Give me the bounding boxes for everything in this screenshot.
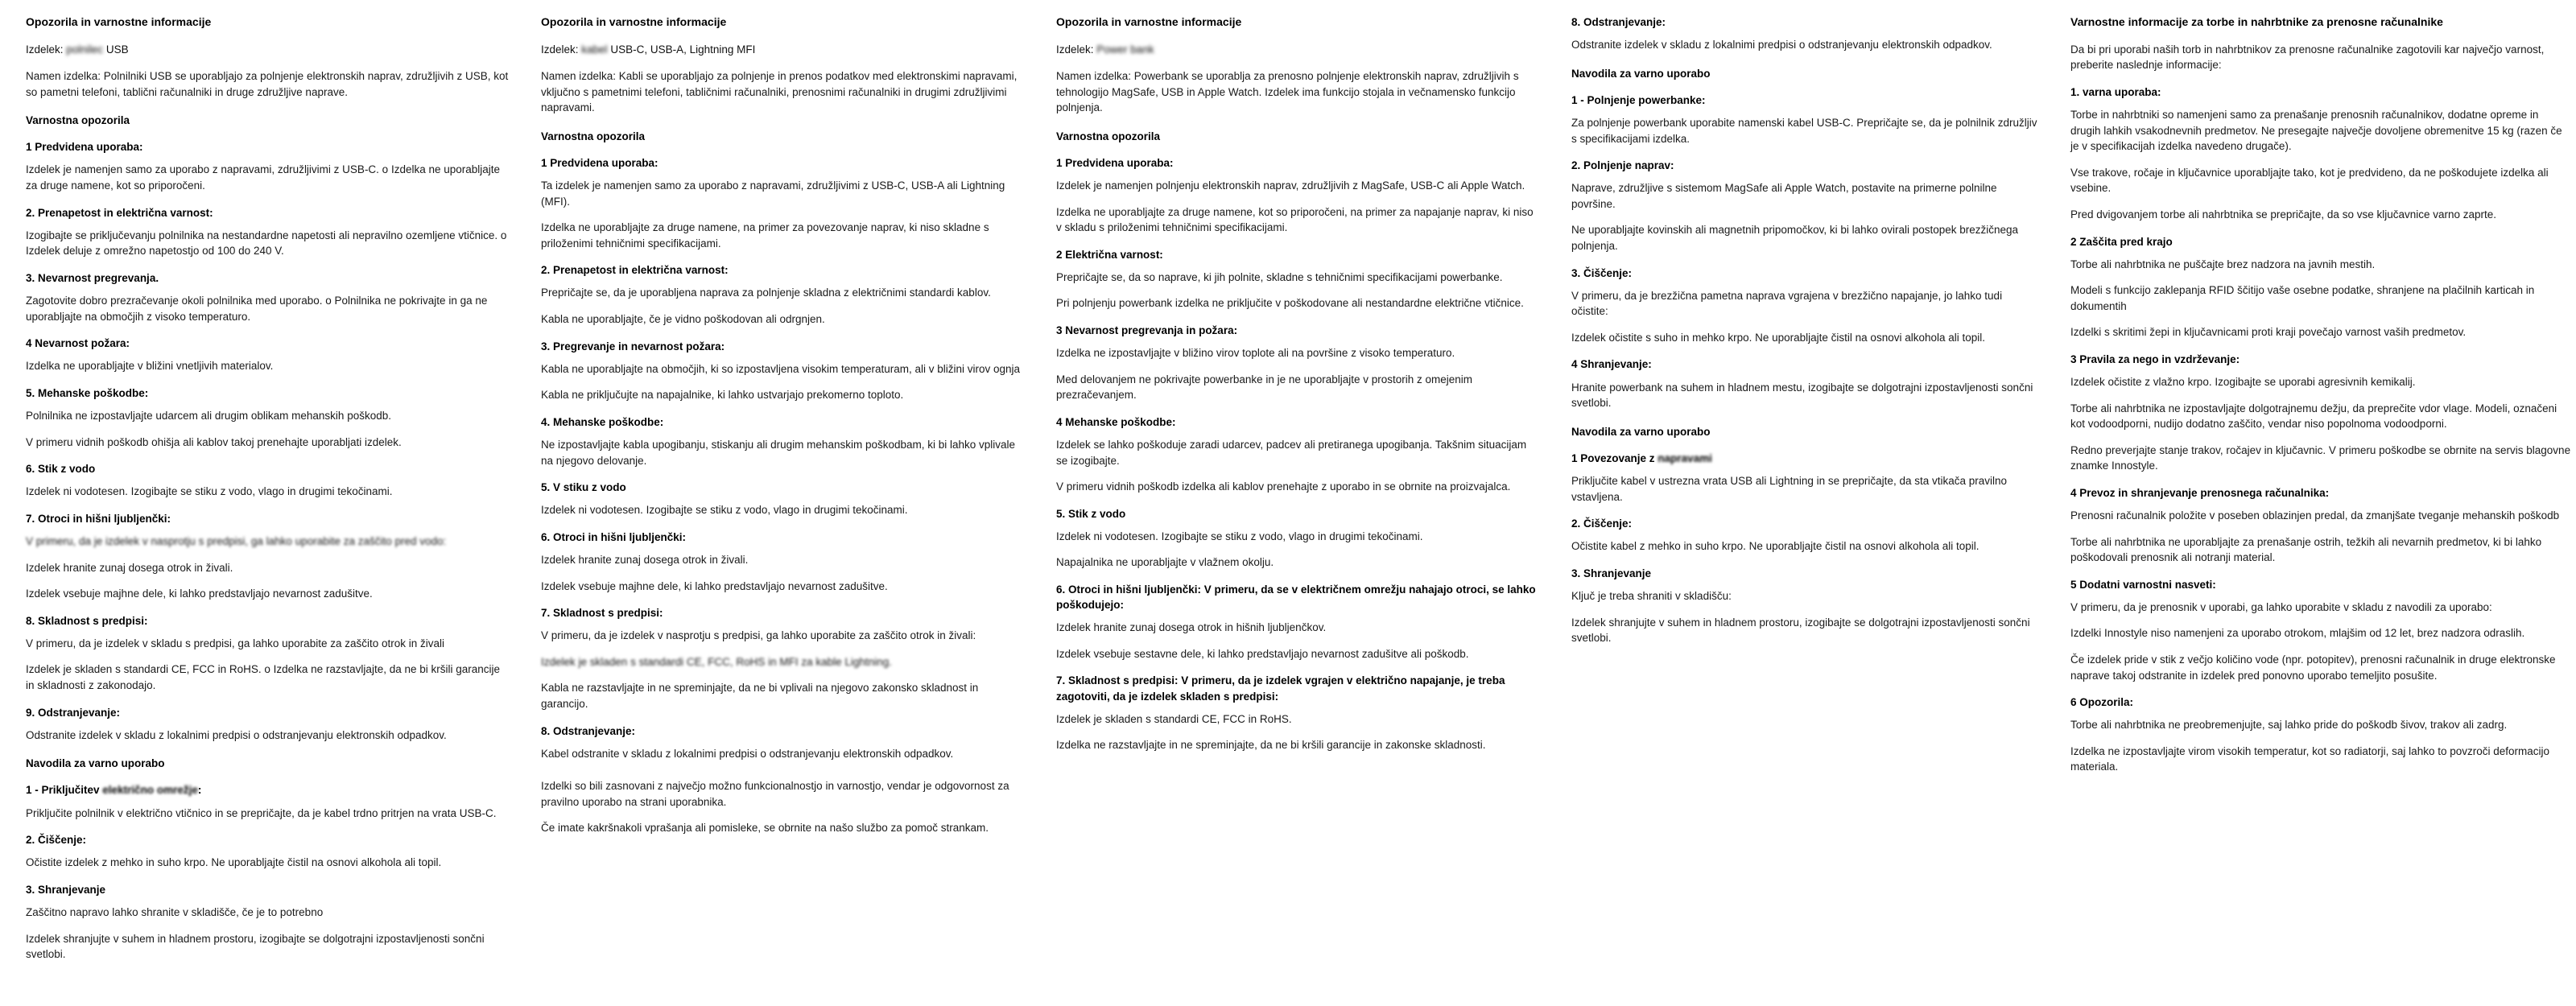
guide-heading: 1 - Polnjenje powerbanke: (1571, 93, 1706, 106)
guide-text: Zaščitno napravo lahko shranite v skladišče, če je to potrebno (26, 906, 324, 919)
item-label: Izdelek: Power bank (1056, 42, 1541, 57)
section-text: Prenosni računalnik položite v poseben oblazinjen predal, da zmanjšate tveganje mehanskih poškodb (2070, 509, 2560, 522)
footer-text: Izdelki so bili zasnovani z največjo možno funkcionalnostjo in varnostjo, vendar je odgovornost za pravilno uporabo na strani uporabnika. (541, 780, 1009, 808)
guide-heading: 2. Polnjenje naprav: (1571, 159, 1674, 172)
section-text: Pri polnjenju powerbank izdelka ne priključite v poškodovane ali nestandardne električne vtičnice. (1056, 297, 1524, 310)
intro-text: Da bi pri uporabi naših torb in nahrbtnikov za prenosne računalnike zagotovili kar največjo varnost, preberite naslednje informacije: (2070, 43, 2545, 72)
section-heading: 6. Otroci in hišni ljubljenčki: V primeru, da se v električnem omrežju nahajajo otroci, se lahko poškodujejo: (1056, 583, 1536, 612)
section-text: Redno preverjajte stanje trakov, ročajev in ključavnic. V primeru poškodbe se obrnite na servis blagovne znamke Innostyle. (2070, 443, 2571, 472)
section-heading: 9. Odstranjevanje: (26, 706, 121, 719)
intro-text: Namen izdelka: Polnilniki USB se uporabljajo za polnjenje elektronskih naprav, združljivih z USB, kot so pametni telefoni, tablični računalniki in druge združljive naprave. (26, 70, 509, 98)
section-heading: 8. Skladnost s predpisi: (26, 614, 148, 627)
section-heading: 3 Nevarnost pregrevanja in požara: (1056, 324, 1238, 336)
section-text: Izdelek hranite zunaj dosega otrok in živali. (541, 554, 749, 566)
section-heading: 3 Pravila za nego in vzdrževanje: (2070, 353, 2240, 365)
section-text: Napajalnika ne uporabljajte v vlažnem okolju. (1056, 556, 1274, 569)
section-text: Torbe in nahrbtniki so namenjeni samo za prenašanje prenosnih računalnikov, dodatne opreme in drugih lahkih vsakodnevnih predmetov. Ne presegajte največje dovoljene obremenitve 15 kg (razen če je v specifikacijah izdelka navedeno drugače). (2070, 109, 2562, 153)
section-text: Izdelek vsebuje majhne dele, ki lahko predstavljajo nevarnost zadušitve. (541, 579, 888, 592)
section-text: Prepričajte se, da so naprave, ki jih polnite, skladne s tehničnimi specifikacijami powerbanke. (1056, 270, 1503, 283)
guide-heading: 3. Čiščenje: (1571, 266, 1633, 279)
section-text: Vse trakove, ročaje in ključavnice uporabljajte tako, kot je predvideno, da ne poškodujete izdelka ali vsebine. (2070, 166, 2549, 195)
section-heading: 2 Električna varnost: (1056, 248, 1163, 261)
section-text: Torbe ali nahrbtnika ne uporabljajte za prenašanje ostrih, težkih ali nevarnih predmetov, ki bi lahko poškodovali prenosnik ali notranji material. (2070, 535, 2542, 564)
column-cable (528, 14, 1043, 1006)
redacted-text: električno omrežje (102, 784, 198, 797)
section-heading: 6. Otroci in hišni ljubljenčki: (541, 530, 687, 543)
item-label: Izdelek: kabel USB-C, USB-A, Lightning MFI (541, 42, 1026, 57)
warnings-heading: Varnostna opozorila (26, 114, 130, 127)
section-text: Prepričajte se, da je uporabljena naprava za polnjenje skladna z električnimi standardi kablov. (541, 287, 991, 299)
section-text: Izdelek se lahko poškoduje zaradi udarcev, padcev ali pretiranega upogibanja. Takšnim situacijam se izogibajte. (1056, 439, 1527, 467)
section-text: Izdelek je skladen s standardi CE, FCC in RoHS. o Izdelka ne razstavljajte, da ne bi kršili garancije in skladnosti z zakonodajo. (26, 663, 501, 691)
section-heading: 6. Stik z vodo (26, 463, 96, 476)
section-heading: 1 Predvidena uporaba: (26, 141, 143, 154)
section-text: V primeru vidnih poškodb ohišja ali kablov takoj prenehajte uporabljati izdelek. (26, 435, 402, 448)
usage-guide-heading: Navodila za varno uporabo (1571, 67, 1711, 80)
page-title: Opozorila in varnostne informacije (26, 15, 212, 28)
redacted-text: polnilec (66, 43, 104, 56)
section-text: Izdelek ni vodotesen. Izogibajte se stiku z vodo, vlago in drugimi tekočinami. (1056, 530, 1423, 542)
guide-heading: 3. Shranjevanje (1571, 567, 1652, 579)
section-text: Izdelek je namenjen polnjenju elektronskih naprav, združljivih z MagSafe, USB-C ali Apple Watch. (1056, 179, 1525, 192)
section-heading: 5. Mehanske poškodbe: (26, 386, 149, 399)
guide-text: Hranite powerbank na suhem in hladnem mestu, izogibajte se dolgotrajni izpostavljenosti sončni svetlobi. (1571, 381, 2033, 410)
section-heading: 1 Predvidena uporaba: (541, 156, 658, 169)
section-text: Izdelki s skritimi žepi in ključavnicami proti kraji povečajo varnost vaših predmetov. (2070, 326, 2467, 339)
item-label: Izdelek: polnilec USB (26, 42, 510, 57)
guide-text: V primeru, da je brezžična pametna naprava vgrajena v brezžično napajanje, jo lahko tudi očistite: (1571, 289, 2003, 318)
footer-text: Če imate kakršnakoli vprašanja ali pomisleke, se obrnite na našo službo za pomoč strankam. (541, 822, 989, 835)
section-heading: 7. Skladnost s predpisi: (541, 607, 663, 620)
section-heading: 2. Prenapetost in električna varnost: (541, 264, 729, 277)
section-text: Kabla ne razstavljajte in ne spreminjajte, da ne bi vplivali na njegovo zakonsko skladnost in garancijo. (541, 682, 979, 710)
redacted-text: Power bank (1096, 43, 1154, 56)
intro-text: Namen izdelka: Powerbank se uporablja za prenosno polnjenje elektronskih naprav, združljivih s tehnologijo MagSafe, USB in Apple Watch. Izdelek ima funkcijo stojala in večnamensko funkcijo polnjenja. (1056, 70, 1519, 114)
section-text: Izdelka ne izpostavljajte virom visokih temperatur, kot so radiatorji, saj lahko to povzroči deformacijo materiala. (2070, 744, 2550, 773)
section-text: Izdelka ne uporabljajte za druge namene, kot so priporočeni, na primer za napajanje naprav, ki niso v skladu s priloženimi tehničnimi specifikacijami. (1056, 205, 1534, 234)
section-text: Izdelek vsebuje sestavne dele, ki lahko predstavljajo nevarnost zadušitve ali poškodb. (1056, 647, 1469, 660)
section-text: Izdelek očistite z vlažno krpo. Izogibajte se uporabi agresivnih kemikalij. (2070, 376, 2416, 389)
guide-text: Naprave, združljive s sistemom MagSafe ali Apple Watch, postavite na primerne polnilne površine. (1571, 182, 1997, 210)
section-text: Kabla ne uporabljajte na območjih, ki so izpostavljena visokim temperaturam, ali v bližini virov ognja (541, 362, 1021, 375)
section-text: V primeru, da je izdelek v skladu s predpisi, ga lahko uporabite za zaščito otrok in živali (26, 637, 445, 649)
section-heading: 1 Predvidena uporaba: (1056, 156, 1174, 169)
section-text: V primeru, da je prenosnik v uporabi, ga lahko uporabite v skladu z navodili za uporabo: (2070, 600, 2492, 613)
guide-text: Priključite polnilnik v električno vtičnico in se prepričajte, da je kabel trdno pritrjen na vrata USB-C. (26, 806, 497, 819)
section-heading: 3. Nevarnost pregrevanja. (26, 271, 159, 284)
section-text: Kabel odstranite v skladu z lokalnimi predpisi o odstranjevanju elektronskih odpadkov. (541, 747, 954, 760)
guide-heading: 3. Shranjevanje (26, 883, 106, 896)
column-powerbank (1043, 14, 1558, 1006)
section-text: Odstranite izdelek v skladu z lokalnimi predpisi o odstranjevanju elektronskih odpadkov. (1571, 39, 1992, 52)
warnings-heading: Varnostna opozorila (1056, 130, 1161, 142)
guide-text: Priključite kabel v ustrezna vrata USB ali Lightning in se prepričajte, da sta vtikača pravilno vstavljena. (1571, 475, 2008, 503)
section-heading: 6 Opozorila: (2070, 696, 2134, 709)
section-text: Izogibajte se priključevanju polnilnika na nestandardne napetosti ali nepravilno ozemljene vtičnice. o Izdelek deluje z omrežno napetostjo od 100 do 240 V. (26, 229, 507, 258)
section-text: Ne izpostavljajte kabla upogibanju, stiskanju ali drugim mehanskim poškodbam, ki bi lahko vplivale na njegovo delovanje. (541, 439, 1016, 467)
section-heading: 4 Nevarnost požara: (26, 337, 130, 350)
column-charger (13, 14, 528, 1006)
section-text: Izdelka ne izpostavljajte v bližino virov toplote ali na površine z visoko temperaturo. (1056, 347, 1455, 360)
usage-guide-heading-2: Navodila za varno uporabo (1571, 425, 1711, 438)
section-text: Izdelek ni vodotesen. Izogibajte se stiku z vodo, vlago in drugimi tekočinami. (26, 485, 393, 498)
section-text: Izdelki Innostyle niso namenjeni za uporabo otrokom, mlajšim od 12 let, brez nadzora odraslih. (2070, 627, 2525, 640)
section-text: Izdelka ne razstavljajte in ne spreminjajte, da ne bi kršili garancije in zakonske skladnosti. (1056, 739, 1486, 752)
section-heading: 5. V stiku z vodo (541, 481, 626, 494)
section-text: Izdelek je skladen s standardi CE, FCC in RoHS. (1056, 712, 1292, 725)
section-text: Izdelek ni vodotesen. Izogibajte se stiku z vodo, vlago in drugimi tekočinami. (541, 504, 908, 517)
section-text: V primeru vidnih poškodb izdelka ali kablov prenehajte z uporabo in se obrnite na proizvajalca. (1056, 480, 1511, 493)
section-text: Izdelka ne uporabljajte za druge namene, na primer za povezovanje naprav, ki niso skladne s priloženimi tehničnimi specifikacijami. (541, 221, 989, 249)
guide-text: Očistite kabel z mehko in suho krpo. Ne uporabljajte čistil na osnovi alkohola ali topil. (1571, 540, 1979, 553)
section-text: Modeli s funkcijo zaklepanja RFID ščitijo vaše osebne podatke, shranjene na plačilnih karticah in dokumentih (2070, 284, 2535, 312)
section-heading: 2. Prenapetost in električna varnost: (26, 206, 213, 219)
guide-text: Očistite izdelek z mehko in suho krpo. Ne uporabljajte čistil na osnovi alkohola ali topil. (26, 856, 442, 869)
column-powerbank-continued (1558, 14, 2058, 1006)
guide-heading: 1 - Priključitev električno omrežje: (26, 782, 510, 798)
guide-heading: 2. Čiščenje: (26, 834, 87, 847)
section-heading: 7. Skladnost s predpisi: V primeru, da je izdelek vgrajen v električno napajanje, je treba zagotoviti, da je izdelek skladen s predpisi: (1056, 674, 1505, 703)
section-text: V primeru, da je izdelek v nasprotju s predpisi, ga lahko uporabite za zaščito otrok in živali: (541, 629, 976, 642)
section-text: Odstranite izdelek v skladu z lokalnimi predpisi o odstranjevanju elektronskih odpadkov. (26, 728, 447, 741)
intro-text: Namen izdelka: Kabli se uporabljajo za polnjenje in prenos podatkov med elektronskimi napravami, vključno s pametnimi telefoni, tabličnimi računalniki, prenosnimi računalniki in drugimi združljivimi napravami. (541, 70, 1018, 114)
section-heading: 3. Pregrevanje in nevarnost požara: (541, 340, 725, 353)
section-text: Izdelek vsebuje majhne dele, ki lahko predstavljajo nevarnost zadušitve. (26, 588, 373, 600)
section-heading: 8. Odstranjevanje: (541, 724, 636, 737)
section-text: Kabla ne priključujte na napajalnike, ki lahko ustvarjajo prekomerno toploto. (541, 389, 904, 402)
section-text: Izdelek hranite zunaj dosega otrok in živali. (26, 561, 233, 574)
section-text-redacted: Izdelek je skladen s standardi CE, FCC, RoHS in MFI za kable Lightning. (541, 655, 892, 668)
page-title: Opozorila in varnostne informacije (541, 15, 727, 28)
page-title: Varnostne informacije za torbe in nahrbtnike za prenosne računalnike (2070, 15, 2443, 28)
guide-heading: 1 Povezovanje z napravami (1571, 451, 2040, 466)
section-text: Torbe ali nahrbtnika ne puščajte brez nadzora na javnih mestih. (2070, 258, 2376, 270)
guide-text: Ključ je treba shraniti v skladišču: (1571, 590, 1732, 602)
section-text: Ta izdelek je namenjen samo za uporabo z napravami, združljivimi z USB-C, USB-A ali Lightning (MFI). (541, 179, 1005, 208)
section-text: Torbe ali nahrbtnika ne izpostavljajte dolgotrajnemu dežju, da preprečite vdor vlage. Modeli, označeni kot vodoodporni, nudijo dodatno zaščito, vendar niso popolnoma vodoodporni. (2070, 402, 2557, 431)
section-text: Če izdelek pride v stik z večjo količino vode (npr. potopitev), prenosni računalnik in druge elektronske naprave takoj odstranite in izdelek pred ponovno uporabo temeljito posušite. (2070, 653, 2556, 682)
section-text: Zagotovite dobro prezračevanje okoli polnilnika med uporabo. o Polnilnika ne pokrivajte in ga ne uporabljajte na območjih z visoko temperaturo. (26, 295, 488, 323)
section-text: Pred dvigovanjem torbe ali nahrbtnika se prepričajte, da so vse ključavnice varno zaprte. (2070, 208, 2497, 221)
redacted-text: kabel (581, 43, 608, 56)
section-heading: 2 Zaščita pred krajo (2070, 235, 2173, 248)
guide-text: Izdelek shranjujte v suhem in hladnem prostoru, izogibajte se dolgotrajni izpostavljenosti sončni svetlobi. (26, 932, 485, 961)
section-text: Torbe ali nahrbtnika ne preobremenjujte, saj lahko pride do poškodb šivov, trakov ali zadrg. (2070, 719, 2508, 732)
page-title: Opozorila in varnostne informacije (1056, 15, 1242, 28)
section-heading: 7. Otroci in hišni ljubljenčki: (26, 512, 171, 525)
section-heading: 5. Stik z vodo (1056, 507, 1126, 520)
section-heading: 4 Prevoz in shranjevanje prenosnega računalnika: (2070, 486, 2330, 499)
guide-text: Izdelek shranjujte v suhem in hladnem prostoru, izogibajte se dolgotrajni izpostavljenosti sončni svetlobi. (1571, 616, 2030, 645)
section-heading: 4 Mehanske poškodbe: (1056, 415, 1176, 428)
section-text: Kabla ne uporabljajte, če je vidno poškodovan ali odrgnjen. (541, 313, 825, 325)
usage-guide-heading: Navodila za varno uporabo (26, 757, 165, 770)
column-bags (2058, 14, 2576, 1006)
guide-heading: 4 Shranjevanje: (1571, 358, 1652, 371)
redacted-text: napravami (1657, 451, 1712, 464)
section-text: Polnilnika ne izpostavljajte udarcem ali drugim oblikam mehanskih poškodb. (26, 410, 391, 423)
section-text: Izdelek je namenjen samo za uporabo z napravami, združljivimi z USB-C. o Izdelka ne uporabljajte za druge namene, kot so priporočeni. (26, 163, 501, 192)
section-text: Izdelka ne uporabljajte v bližini vnetljivih materialov. (26, 360, 274, 373)
guide-text: Za polnjenje powerbank uporabite namenski kabel USB-C. Prepričajte se, da je polnilnik združljiv s specifikacijami izdelka. (1571, 117, 2037, 145)
guide-heading: 2. Čiščenje: (1571, 517, 1633, 530)
section-heading: 8. Odstranjevanje: (1571, 16, 1666, 28)
guide-text: Ne uporabljajte kovinskih ali magnetnih pripomočkov, ki bi lahko ovirali postopek brezžičnega polnjenja. (1571, 224, 2019, 252)
section-text-redacted: V primeru, da je izdelek v nasprotju s predpisi, ga lahko uporabite za zaščito pred vodo: (26, 535, 447, 548)
section-text: Med delovanjem ne pokrivajte powerbanke in je ne uporabljajte v prostorih z omejenim prezračevanjem. (1056, 373, 1473, 402)
warnings-heading: Varnostna opozorila (541, 130, 646, 142)
section-text: Izdelek hranite zunaj dosega otrok in hišnih ljubljenčkov. (1056, 621, 1327, 634)
section-heading: 5 Dodatni varnostni nasveti: (2070, 578, 2216, 591)
section-heading: 1. varna uporaba: (2070, 86, 2161, 98)
guide-text: Izdelek očistite s suho in mehko krpo. Ne uporabljajte čistil na osnovi alkohola ali topil. (1571, 331, 1986, 344)
section-heading: 4. Mehanske poškodbe: (541, 415, 664, 428)
